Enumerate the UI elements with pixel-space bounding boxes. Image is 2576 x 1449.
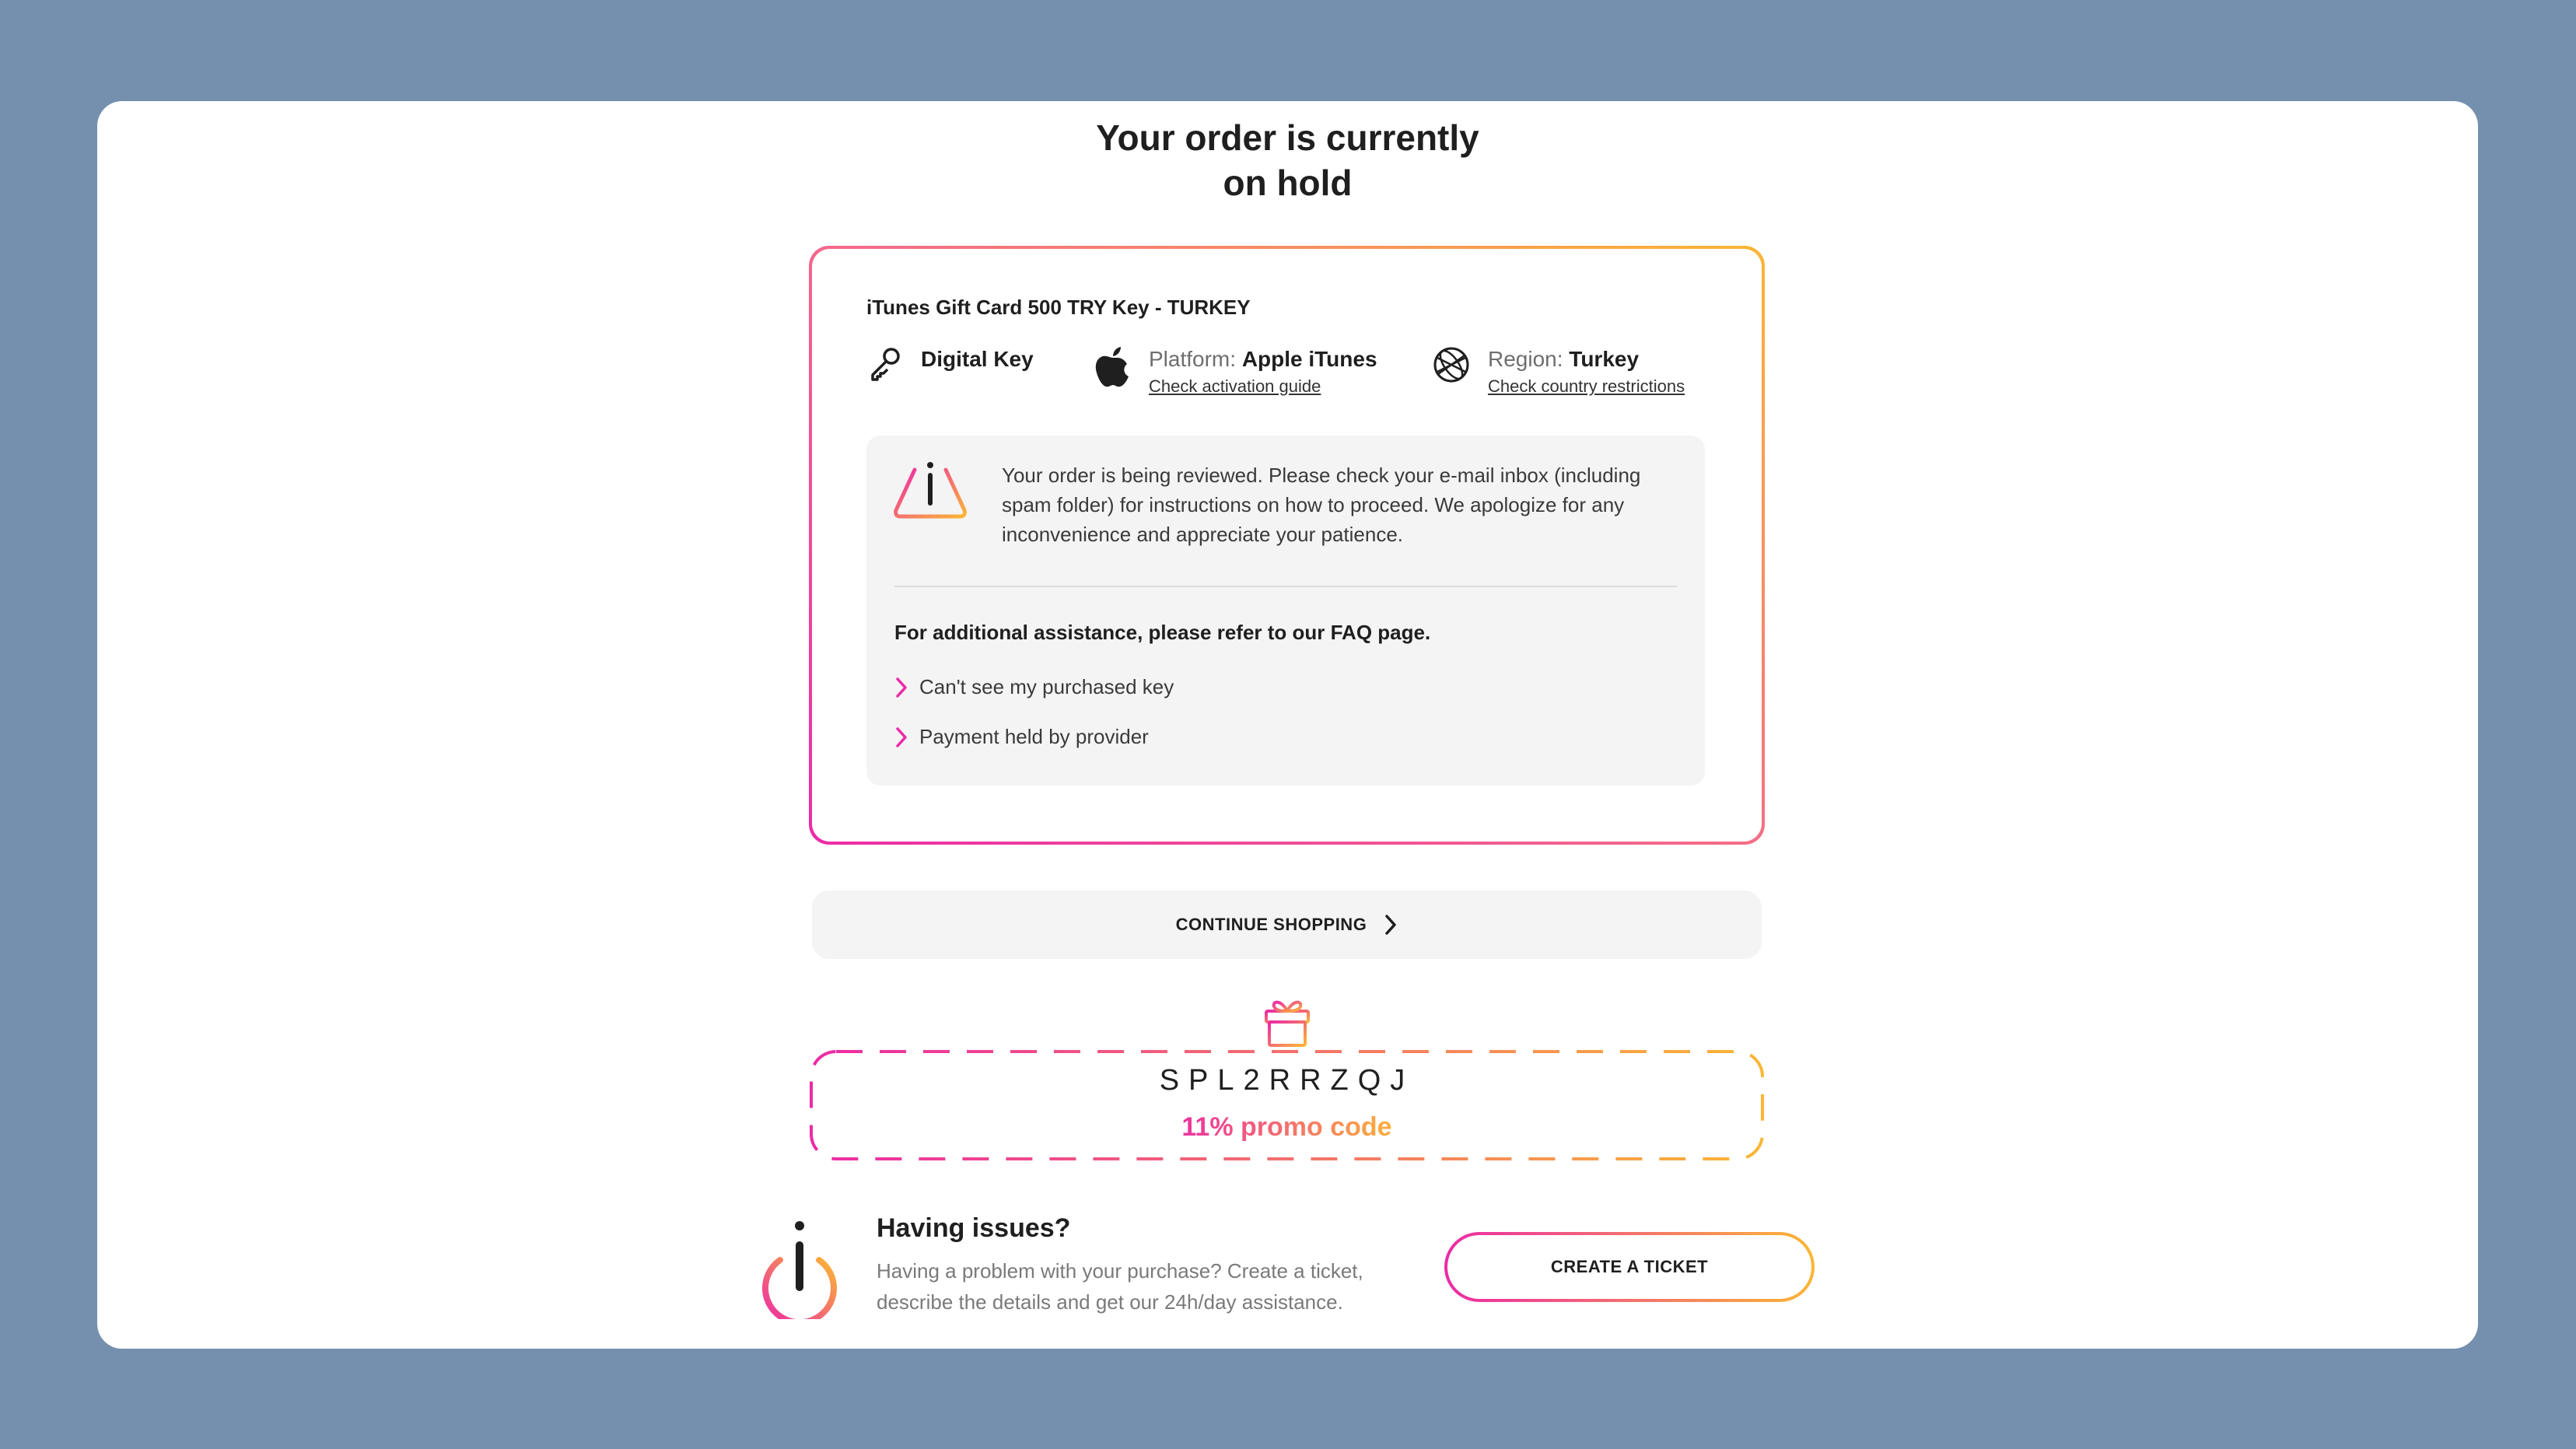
page-title-line1: Your order is currently	[1096, 117, 1479, 158]
promo-code-label-text: 11% promo code	[1169, 1112, 1404, 1142]
promo-code-value[interactable]: SPL2RRZQJ	[1159, 1064, 1415, 1097]
page-title-line2: on hold	[1223, 163, 1353, 203]
faq-heading: For additional assistance, please refer to our FAQ page.	[894, 621, 1431, 644]
order-notice	[866, 436, 1705, 786]
continue-shopping-button[interactable]	[812, 891, 1762, 959]
chevron-right-icon	[894, 677, 908, 698]
region-value: Turkey	[1569, 347, 1640, 371]
faq-item-missing-key[interactable]	[894, 675, 1174, 699]
region-info	[1432, 345, 1685, 397]
order-card	[809, 246, 1765, 845]
product-name: iTunes Gift Card 500 TRY Key - TURKEY	[866, 296, 1251, 319]
gift-icon	[1262, 996, 1313, 1048]
faq-item-label: Payment held by provider	[919, 725, 1149, 748]
chevron-right-icon	[894, 726, 908, 748]
warning-info-icon	[891, 460, 969, 523]
platform-line	[1149, 345, 1377, 373]
region-prefix: Region:	[1488, 347, 1570, 371]
platform-info	[1094, 345, 1377, 397]
create-ticket-button[interactable]	[1444, 1232, 1815, 1302]
region-line	[1488, 345, 1685, 373]
delivery-label: Digital Key	[921, 347, 1034, 371]
continue-shopping-label: CONTINUE SHOPPING	[1175, 915, 1367, 934]
country-restrictions-link[interactable]: Check country restrictions	[1488, 376, 1685, 396]
platform-value: Apple iTunes	[1241, 347, 1377, 371]
key-icon	[866, 345, 904, 383]
page-title	[97, 115, 2478, 205]
notice-divider	[894, 586, 1677, 587]
info-power-icon	[757, 1220, 842, 1319]
apple-icon	[1094, 345, 1132, 389]
delivery-type	[866, 345, 1034, 383]
main-panel	[97, 101, 2478, 1349]
create-ticket-label: CREATE A TICKET	[1550, 1257, 1709, 1276]
notice-message: Your order is being reviewed. Please check your e-mail inbox (including spam folder) for instructions on how to proceed. We apologize for any inconvenience and appreciate your patience.	[1002, 464, 1641, 546]
activation-guide-link[interactable]: Check activation guide	[1149, 376, 1321, 396]
faq-item-payment-held[interactable]	[894, 725, 1149, 749]
globe-icon	[1432, 345, 1471, 384]
chevron-right-icon	[1384, 913, 1398, 936]
support-text: Having a problem with your purchase? Create a ticket, describe the details and get our 24h/day assistance.	[877, 1259, 1363, 1314]
promo-code-label	[809, 1112, 1765, 1143]
platform-prefix: Platform:	[1149, 347, 1242, 371]
faq-item-label: Can't see my purchased key	[919, 675, 1174, 698]
support-title: Having issues?	[877, 1213, 1071, 1243]
